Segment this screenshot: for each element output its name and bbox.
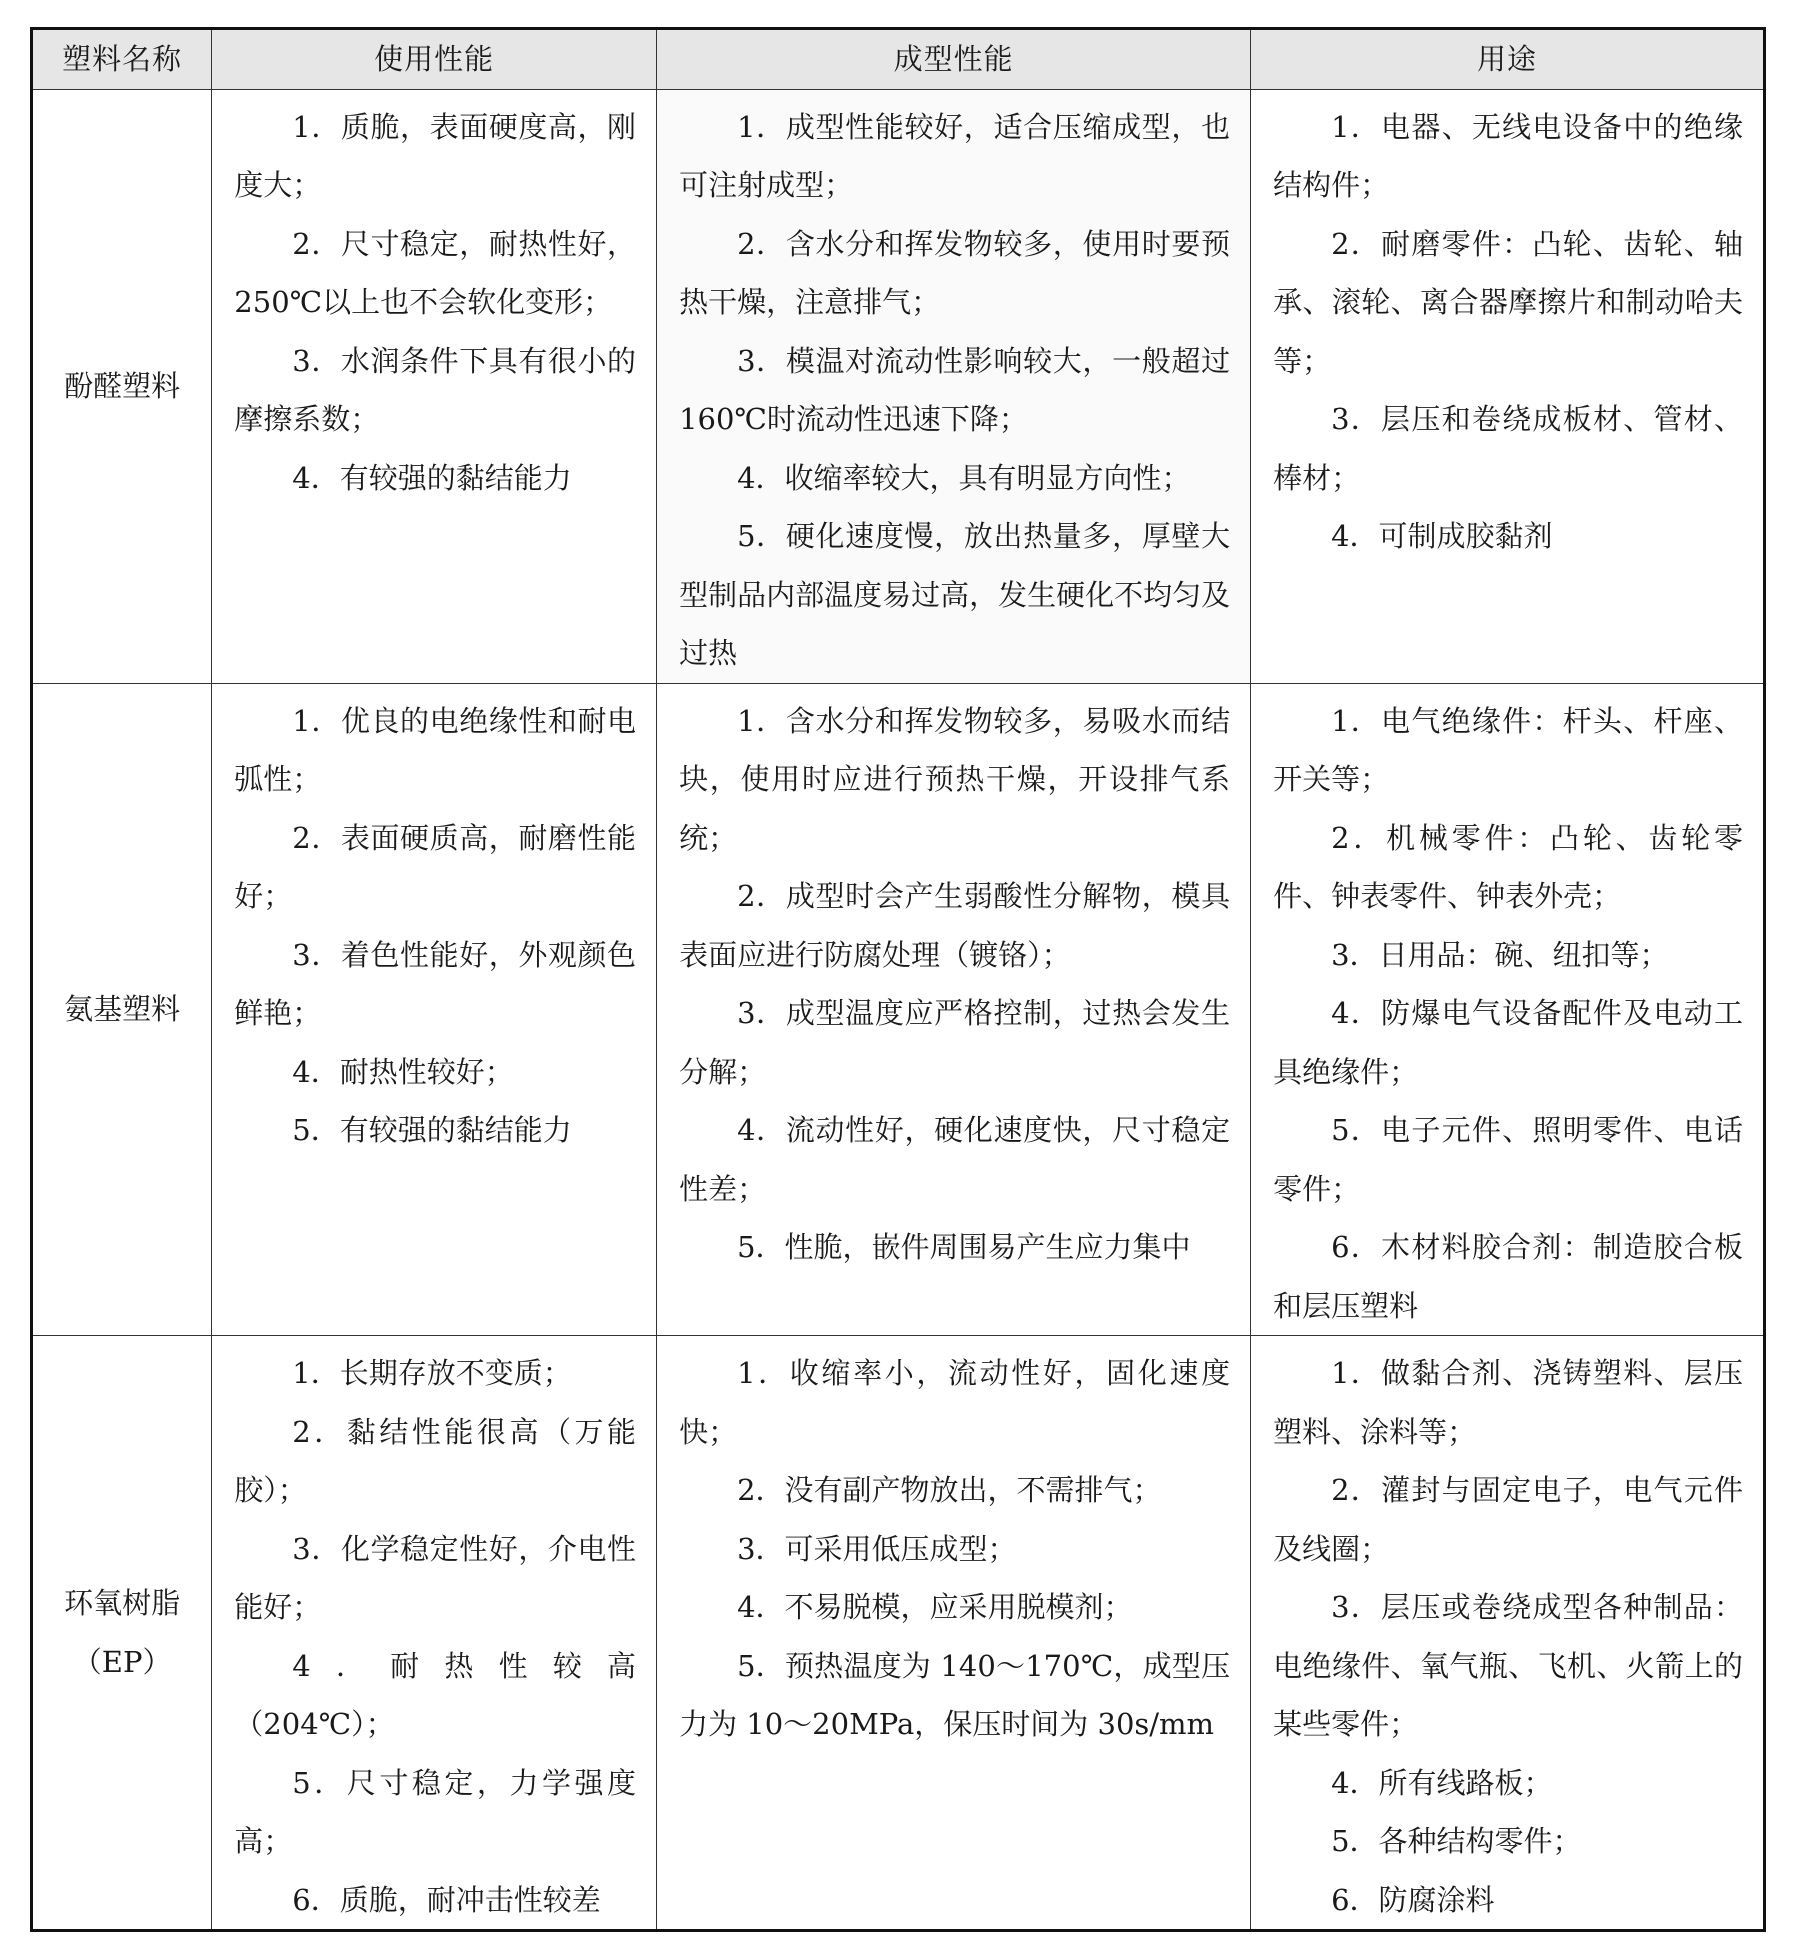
- list-item: 4．流动性好，硬化速度快，尺寸稳定性差；: [679, 1113, 1231, 1206]
- list-item: 5．预热温度为 140～170℃，成型压力为 10～20MPa，保压时间为 30s/mm: [679, 1648, 1231, 1741]
- list-item: 2．尺寸稳定，耐热性好，250℃以上也不会软化变形；: [234, 226, 637, 319]
- list-item: 1．成型性能较好，适合压缩成型，也可注射成型；: [679, 109, 1231, 202]
- list-item: 4．所有线路板；: [1331, 1765, 1553, 1800]
- plastic-name-cell: [32, 89, 212, 683]
- header-use-properties: 使用性能: [212, 29, 657, 90]
- list-item: 3．层压或卷绕成型各种制品：电绝缘件、氧气瓶、飞机、火箭上的某些零件；: [1273, 1590, 1743, 1741]
- header-applications: 用途: [1251, 29, 1765, 90]
- list-item: 5．有较强的黏结能力: [292, 1113, 572, 1147]
- list-item: 4．有较强的黏结能力: [292, 460, 572, 495]
- list-item: 5．性脆，嵌件周围易产生应力集中: [737, 1230, 1191, 1264]
- use-properties-cell: [212, 1336, 657, 1931]
- list-item: 3．模温对流动性影响较大，一般超过 160℃时流动性迅速下降；: [679, 343, 1231, 436]
- plastic-name: 环氧树脂: [64, 1586, 181, 1620]
- list-item: 3．着色性能好，外观颜色鲜艳；: [234, 937, 637, 1030]
- list-item: 1．含水分和挥发物较多，易吸水而结块，使用时应进行预热干燥，开设排气系统；: [679, 703, 1231, 855]
- molding-properties-cell: [657, 683, 1251, 1336]
- plastics-table: [30, 27, 1766, 1932]
- plastic-name: 酚醛塑料: [64, 368, 181, 403]
- plastic-name-cell: [32, 1336, 212, 1931]
- list-item: 2．耐磨零件：凸轮、齿轮、轴承、滚轮、离合器摩擦片和制动哈夫等；: [1273, 226, 1743, 378]
- use-properties-cell: [212, 683, 657, 1336]
- list-item: 4．不易脱模，应采用脱模剂；: [737, 1590, 1133, 1624]
- list-item: 5．尺寸稳定，力学强度高；: [234, 1765, 637, 1858]
- list-item: 2．成型时会产生弱酸性分解物，模具表面应进行防腐处理（镀铬）；: [679, 879, 1231, 972]
- list-item: 2．机械零件：凸轮、齿轮零件、钟表零件、钟表外壳；: [1273, 820, 1743, 913]
- list-item: 4．耐热性较高（204℃）；: [234, 1648, 637, 1741]
- applications-cell: [1251, 89, 1765, 683]
- list-item: 2．表面硬质高，耐磨性能好；: [234, 820, 637, 913]
- table-row: [32, 683, 1765, 1336]
- list-item: 3．层压和卷绕成板材、管材、棒材；: [1273, 402, 1743, 495]
- applications-cell: [1251, 1336, 1765, 1931]
- list-item: 1．电器、无线电设备中的绝缘结构件；: [1273, 109, 1743, 202]
- list-item: 2．没有副产物放出，不需排气；: [737, 1473, 1162, 1507]
- list-item: 5．电子元件、照明零件、电话零件；: [1273, 1113, 1743, 1206]
- list-item: 1．收缩率小，流动性好，固化速度快；: [679, 1356, 1231, 1449]
- applications-cell: [1251, 683, 1765, 1336]
- table-row: [32, 89, 1765, 683]
- list-item: 1．长期存放不变质；: [292, 1356, 572, 1390]
- list-item: 2．灌封与固定电子，电气元件及线圈；: [1273, 1473, 1743, 1566]
- list-item: 2．含水分和挥发物较多，使用时要预热干燥，注意排气；: [679, 226, 1231, 319]
- list-item: 3．水润条件下具有很小的摩擦系数；: [234, 343, 637, 436]
- list-item: 1．电气绝缘件：杆头、杆座、开关等；: [1273, 703, 1743, 796]
- list-item: 6．木材料胶合剂：制造胶合板和层压塑料: [1273, 1230, 1743, 1323]
- use-properties-cell: [212, 89, 657, 683]
- list-item: 3．成型温度应严格控制，过热会发生分解；: [679, 996, 1231, 1089]
- table-row: [32, 1336, 1765, 1931]
- plastic-abbreviation: （EP）: [72, 1644, 172, 1679]
- list-item: 3．化学稳定性好，介电性能好；: [234, 1531, 637, 1624]
- list-item: 3．日用品：碗、纽扣等；: [1331, 937, 1669, 972]
- list-item: 4．收缩率较大，具有明显方向性；: [737, 460, 1191, 495]
- header-row: [32, 29, 1765, 90]
- header-molding-properties: 成型性能: [657, 29, 1251, 90]
- list-item: 5．硬化速度慢，放出热量多，厚壁大型制品内部温度易过高，发生硬化不均匀及过热: [679, 519, 1231, 670]
- list-item: 6．质脆，耐冲击性较差: [292, 1882, 601, 1917]
- list-item: 4．可制成胶黏剂: [1331, 519, 1553, 553]
- molding-properties-cell: [657, 89, 1251, 683]
- header-plastic-name: 塑料名称: [32, 29, 212, 90]
- plastic-name: 氨基塑料: [64, 992, 181, 1026]
- list-item: 1．质脆，表面硬度高，刚度大；: [234, 109, 637, 202]
- list-item: 1．做黏合剂、浇铸塑料、层压塑料、涂料等；: [1273, 1356, 1743, 1449]
- plastic-name-cell: [32, 683, 212, 1336]
- list-item: 6．防腐涂料: [1331, 1882, 1495, 1917]
- molding-properties-cell: [657, 1336, 1251, 1931]
- list-item: 3．可采用低压成型；: [737, 1531, 1017, 1566]
- list-item: 1．优良的电绝缘性和耐电弧性；: [234, 703, 637, 796]
- list-item: 4．防爆电气设备配件及电动工具绝缘件；: [1273, 996, 1743, 1089]
- list-item: 2．黏结性能很高（万能胶）；: [234, 1414, 637, 1507]
- list-item: 5．各种结构零件；: [1331, 1824, 1582, 1858]
- list-item: 4．耐热性较好；: [292, 1054, 514, 1089]
